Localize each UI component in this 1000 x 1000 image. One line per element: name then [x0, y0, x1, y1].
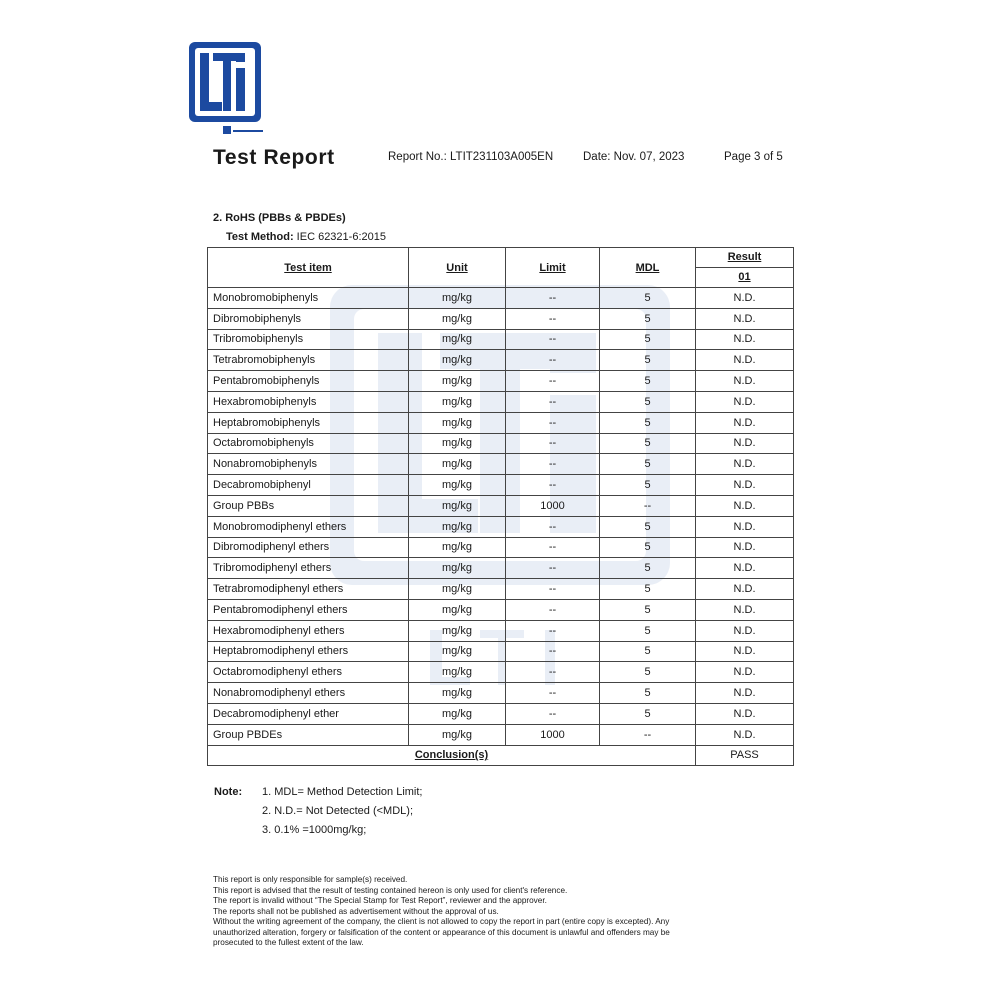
unit-cell: mg/kg — [409, 724, 506, 745]
table-row — [208, 724, 794, 745]
unit-cell: mg/kg — [409, 412, 506, 433]
test-method-label: Test Method: — [226, 231, 294, 243]
limit-cell: -- — [506, 641, 600, 662]
result-cell: N.D. — [696, 537, 794, 558]
test-item-cell: Decabromobiphenyl — [208, 475, 409, 496]
test-item-cell: Heptabromobiphenyls — [208, 412, 409, 433]
unit-cell: mg/kg — [409, 516, 506, 537]
mdl-cell: 5 — [600, 350, 696, 371]
report-number: Report No.: LTIT231103A005EN — [388, 151, 554, 163]
table-row — [208, 412, 794, 433]
test-item-cell: Dibromodiphenyl ethers — [208, 537, 409, 558]
mdl-cell: 5 — [600, 329, 696, 350]
result-cell: N.D. — [696, 433, 794, 454]
mdl-cell: 5 — [600, 703, 696, 724]
mdl-cell: 5 — [600, 537, 696, 558]
unit-cell: mg/kg — [409, 662, 506, 683]
mdl-cell: 5 — [600, 412, 696, 433]
test-item-cell: Tetrabromobiphenyls — [208, 350, 409, 371]
table-row — [208, 662, 794, 683]
result-cell: N.D. — [696, 724, 794, 745]
header-result-label: Result — [696, 248, 793, 268]
disclaimer-line: Without the writing agreement of the company, the client is not allowed to copy the report in part (entire copy is excepted). Any — [213, 917, 670, 926]
mdl-cell: 5 — [600, 391, 696, 412]
disclaimer-line: This report is only responsible for sample(s) received. — [213, 875, 408, 884]
mdl-cell: -- — [600, 495, 696, 516]
mdl-cell: 5 — [600, 308, 696, 329]
results-body — [208, 288, 794, 746]
test-item-cell: Tetrabromodiphenyl ethers — [208, 579, 409, 600]
table-row — [208, 579, 794, 600]
limit-cell: 1000 — [506, 495, 600, 516]
test-item-cell: Tribromobiphenyls — [208, 329, 409, 350]
result-cell: N.D. — [696, 288, 794, 309]
limit-cell: -- — [506, 683, 600, 704]
result-cell: N.D. — [696, 475, 794, 496]
limit-cell: -- — [506, 537, 600, 558]
notes-list — [262, 786, 423, 843]
test-item-cell: Group PBDEs — [208, 724, 409, 745]
test-item-cell: Dibromobiphenyls — [208, 308, 409, 329]
table-row — [208, 433, 794, 454]
table-row — [208, 308, 794, 329]
mdl-cell: 5 — [600, 475, 696, 496]
result-cell: N.D. — [696, 495, 794, 516]
limit-cell: -- — [506, 308, 600, 329]
result-cell: N.D. — [696, 412, 794, 433]
report-title: Test Report — [213, 146, 335, 169]
limit-cell: -- — [506, 599, 600, 620]
test-item-cell: Heptabromodiphenyl ethers — [208, 641, 409, 662]
header-mdl: MDL — [600, 248, 696, 288]
conclusion-label: Conclusion(s) — [208, 745, 696, 766]
header-result-sample: 01 — [738, 271, 751, 283]
limit-cell: -- — [506, 350, 600, 371]
result-cell: N.D. — [696, 558, 794, 579]
unit-cell: mg/kg — [409, 433, 506, 454]
disclaimer — [213, 875, 773, 949]
test-item-cell: Hexabromodiphenyl ethers — [208, 620, 409, 641]
result-cell: N.D. — [696, 703, 794, 724]
test-item-cell: Pentabromobiphenyls — [208, 371, 409, 392]
mdl-cell: 5 — [600, 371, 696, 392]
test-item-cell: Monobromodiphenyl ethers — [208, 516, 409, 537]
limit-cell: -- — [506, 620, 600, 641]
table-row — [208, 558, 794, 579]
disclaimer-line: prosecuted to the fullest extent of the law. — [213, 938, 364, 947]
mdl-cell: 5 — [600, 599, 696, 620]
unit-cell: mg/kg — [409, 579, 506, 600]
mdl-cell: 5 — [600, 579, 696, 600]
conclusion-row — [208, 745, 794, 766]
conclusion-value: PASS — [696, 745, 794, 766]
mdl-cell: 5 — [600, 516, 696, 537]
table-row — [208, 537, 794, 558]
unit-cell: mg/kg — [409, 558, 506, 579]
limit-cell: -- — [506, 371, 600, 392]
limit-cell: -- — [506, 288, 600, 309]
header-test-item: Test item — [208, 248, 409, 288]
table-row — [208, 703, 794, 724]
test-method — [226, 231, 386, 243]
limit-cell: -- — [506, 516, 600, 537]
test-item-cell: Octabromodiphenyl ethers — [208, 662, 409, 683]
unit-cell: mg/kg — [409, 391, 506, 412]
table-row — [208, 475, 794, 496]
test-item-cell: Nonabromobiphenyls — [208, 454, 409, 475]
table-row — [208, 620, 794, 641]
table-row — [208, 350, 794, 371]
table-row — [208, 329, 794, 350]
mdl-cell: 5 — [600, 683, 696, 704]
test-method-value: IEC 62321-6:2015 — [293, 231, 386, 243]
unit-cell: mg/kg — [409, 537, 506, 558]
test-item-cell: Nonabromodiphenyl ethers — [208, 683, 409, 704]
table-row — [208, 599, 794, 620]
table-row — [208, 641, 794, 662]
result-cell: N.D. — [696, 662, 794, 683]
limit-cell: -- — [506, 433, 600, 454]
unit-cell: mg/kg — [409, 599, 506, 620]
unit-cell: mg/kg — [409, 454, 506, 475]
test-item-cell: Octabromobiphenyls — [208, 433, 409, 454]
result-cell: N.D. — [696, 350, 794, 371]
limit-cell: 1000 — [506, 724, 600, 745]
header-limit: Limit — [506, 248, 600, 288]
result-cell: N.D. — [696, 454, 794, 475]
note-item: 2. N.D.= Not Detected (<MDL); — [262, 805, 413, 817]
table-header-row — [208, 248, 794, 288]
disclaimer-line: The report is invalid without “The Special Stamp for Test Report”, reviewer and the approver. — [213, 896, 547, 905]
unit-cell: mg/kg — [409, 475, 506, 496]
table-row — [208, 288, 794, 309]
result-cell: N.D. — [696, 391, 794, 412]
mdl-cell: 5 — [600, 620, 696, 641]
mdl-cell: 5 — [600, 433, 696, 454]
unit-cell: mg/kg — [409, 371, 506, 392]
limit-cell: -- — [506, 703, 600, 724]
report-date: Date: Nov. 07, 2023 — [583, 151, 685, 163]
limit-cell: -- — [506, 662, 600, 683]
test-item-cell: Group PBBs — [208, 495, 409, 516]
result-cell: N.D. — [696, 579, 794, 600]
unit-cell: mg/kg — [409, 350, 506, 371]
table-row — [208, 371, 794, 392]
table-row — [208, 391, 794, 412]
disclaimer-line: This report is advised that the result of testing contained hereon is only used for client's reference. — [213, 885, 568, 895]
unit-cell: mg/kg — [409, 329, 506, 350]
result-cell: N.D. — [696, 308, 794, 329]
disclaimer-line: The reports shall not be published as advertisement without the approval of us. — [213, 906, 499, 916]
note-item: 3. 0.1% =1000mg/kg; — [262, 824, 367, 836]
limit-cell: -- — [506, 329, 600, 350]
note-item: 1. MDL= Method Detection Limit; — [262, 786, 423, 798]
limit-cell: -- — [506, 475, 600, 496]
header-result — [696, 248, 794, 288]
page-number: Page 3 of 5 — [724, 151, 783, 163]
result-cell: N.D. — [696, 641, 794, 662]
header-unit: Unit — [409, 248, 506, 288]
test-item-cell: Pentabromodiphenyl ethers — [208, 599, 409, 620]
mdl-cell: -- — [600, 724, 696, 745]
result-cell: N.D. — [696, 516, 794, 537]
unit-cell: mg/kg — [409, 288, 506, 309]
test-item-cell: Hexabromobiphenyls — [208, 391, 409, 412]
test-item-cell: Tribromodiphenyl ethers — [208, 558, 409, 579]
limit-cell: -- — [506, 558, 600, 579]
disclaimer-line: unauthorized alteration, forgery or falsification of the content or appearance of this document is unlawful and offenders may be — [213, 927, 670, 937]
mdl-cell: 5 — [600, 558, 696, 579]
limit-cell: -- — [506, 391, 600, 412]
table-row — [208, 454, 794, 475]
mdl-cell: 5 — [600, 641, 696, 662]
unit-cell: mg/kg — [409, 495, 506, 516]
result-cell: N.D. — [696, 599, 794, 620]
note-label: Note: — [214, 786, 243, 798]
limit-cell: -- — [506, 579, 600, 600]
mdl-cell: 5 — [600, 662, 696, 683]
limit-cell: -- — [506, 454, 600, 475]
unit-cell: mg/kg — [409, 641, 506, 662]
section-title: 2. RoHS (PBBs & PBDEs) — [213, 212, 346, 224]
table-row — [208, 516, 794, 537]
table-row — [208, 495, 794, 516]
unit-cell: mg/kg — [409, 683, 506, 704]
result-cell: N.D. — [696, 683, 794, 704]
limit-cell: -- — [506, 412, 600, 433]
mdl-cell: 5 — [600, 454, 696, 475]
test-item-cell: Monobromobiphenyls — [208, 288, 409, 309]
unit-cell: mg/kg — [409, 308, 506, 329]
company-logo — [189, 42, 265, 142]
test-item-cell: Decabromodiphenyl ether — [208, 703, 409, 724]
result-cell: N.D. — [696, 620, 794, 641]
table-row — [208, 683, 794, 704]
unit-cell: mg/kg — [409, 620, 506, 641]
mdl-cell: 5 — [600, 288, 696, 309]
results-table — [207, 247, 794, 766]
unit-cell: mg/kg — [409, 703, 506, 724]
result-cell: N.D. — [696, 329, 794, 350]
result-cell: N.D. — [696, 371, 794, 392]
